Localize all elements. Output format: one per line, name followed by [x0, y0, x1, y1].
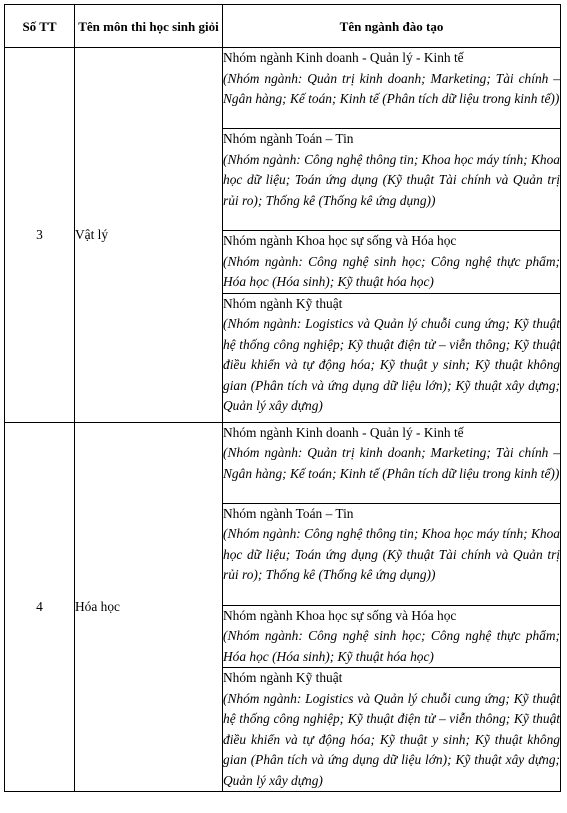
- program-group-cell: [223, 668, 561, 792]
- program-group-title: Nhóm ngành Khoa học sự sống và Hóa học: [223, 233, 457, 248]
- program-group-desc: (Nhóm ngành: Logistics và Quản lý chuỗi cung ứng; Kỹ thuật hệ thống công nghiệp; Kỹ thuật điện tử – viễn thông; Kỹ thuật điều khiển và tự động hóa; Kỹ thuật y sinh; Kỹ thuật không gian (Phân tích và ứng dụng dữ liệu lớn); Kỹ thuật xây dựng; Quản lý xây dựng): [223, 690, 560, 788]
- subject-name: Hóa học: [75, 422, 223, 792]
- program-group-cell: [223, 129, 561, 231]
- program-group-cell: [223, 48, 561, 129]
- program-group-desc: (Nhóm ngành: Quản trị kinh doanh; Marketing; Tài chính – Ngân hàng; Kế toán; Kinh tế (Phân tích dữ liệu trong kinh tế)): [223, 70, 560, 106]
- row-number: 4: [5, 422, 75, 792]
- program-group-desc: (Nhóm ngành: Công nghệ sinh học; Công nghệ thực phẩm; Hóa học (Hóa sinh); Kỹ thuật hóa học): [223, 253, 560, 289]
- table-row: [5, 48, 561, 129]
- program-group-cell: [223, 422, 561, 503]
- header-no: Số TT: [5, 5, 75, 48]
- header-subject: Tên môn thi học sinh giỏi: [75, 5, 223, 48]
- program-group-desc: (Nhóm ngành: Công nghệ sinh học; Công nghệ thực phẩm; Hóa học (Hóa sinh); Kỹ thuật hóa học): [223, 628, 560, 664]
- program-group-desc: (Nhóm ngành: Công nghệ thông tin; Khoa học máy tính; Khoa học dữ liệu; Toán ứng dụng (Kỹ thuật Tài chính và Quản trị rủi ro); Thống kê (Thống kê ứng dụng)): [223, 151, 560, 208]
- programs-table: [4, 4, 561, 792]
- program-group-cell: [223, 293, 561, 422]
- program-group-title: Nhóm ngành Kỹ thuật: [223, 295, 343, 311]
- program-group-cell: [223, 605, 561, 668]
- program-group-title: Nhóm ngành Toán – Tin: [223, 131, 354, 146]
- program-group-title: Nhóm ngành Kinh doanh - Quản lý - Kinh tế: [223, 424, 464, 440]
- program-group-desc: (Nhóm ngành: Logistics và Quản lý chuỗi cung ứng; Kỹ thuật hệ thống công nghiệp; Kỹ thuật điện tử – viễn thông; Kỹ thuật điều khiển và tự động hóa; Kỹ thuật y sinh; Kỹ thuật không gian (Phân tích và ứng dụng dữ liệu lớn); Kỹ thuật xây dựng; Quản lý xây dựng): [223, 316, 560, 413]
- program-group-desc: (Nhóm ngành: Công nghệ thông tin; Khoa học máy tính; Khoa học dữ liệu; Toán ứng dụng (Kỹ thuật Tài chính và Quản trị rủi ro); Thống kê (Thống kê ứng dụng)): [223, 526, 560, 582]
- program-group-cell: [223, 231, 561, 294]
- program-group-title: Nhóm ngành Khoa học sự sống và Hóa học: [223, 607, 457, 623]
- row-number: 3: [5, 48, 75, 423]
- table-row: [5, 422, 561, 503]
- program-group-title: Nhóm ngành Kỹ thuật: [223, 670, 343, 685]
- subject-name: Vật lý: [75, 48, 223, 423]
- program-group-title: Nhóm ngành Kinh doanh - Quản lý - Kinh tế: [223, 50, 464, 65]
- program-group-desc: (Nhóm ngành: Quản trị kinh doanh; Marketing; Tài chính – Ngân hàng; Kế toán; Kinh tế (Phân tích dữ liệu trong kinh tế)): [223, 445, 560, 481]
- program-group-title: Nhóm ngành Toán – Tin: [223, 505, 354, 521]
- program-group-cell: [223, 503, 561, 605]
- header-program: Tên ngành đào tạo: [223, 5, 561, 48]
- table-header-row: [5, 5, 561, 48]
